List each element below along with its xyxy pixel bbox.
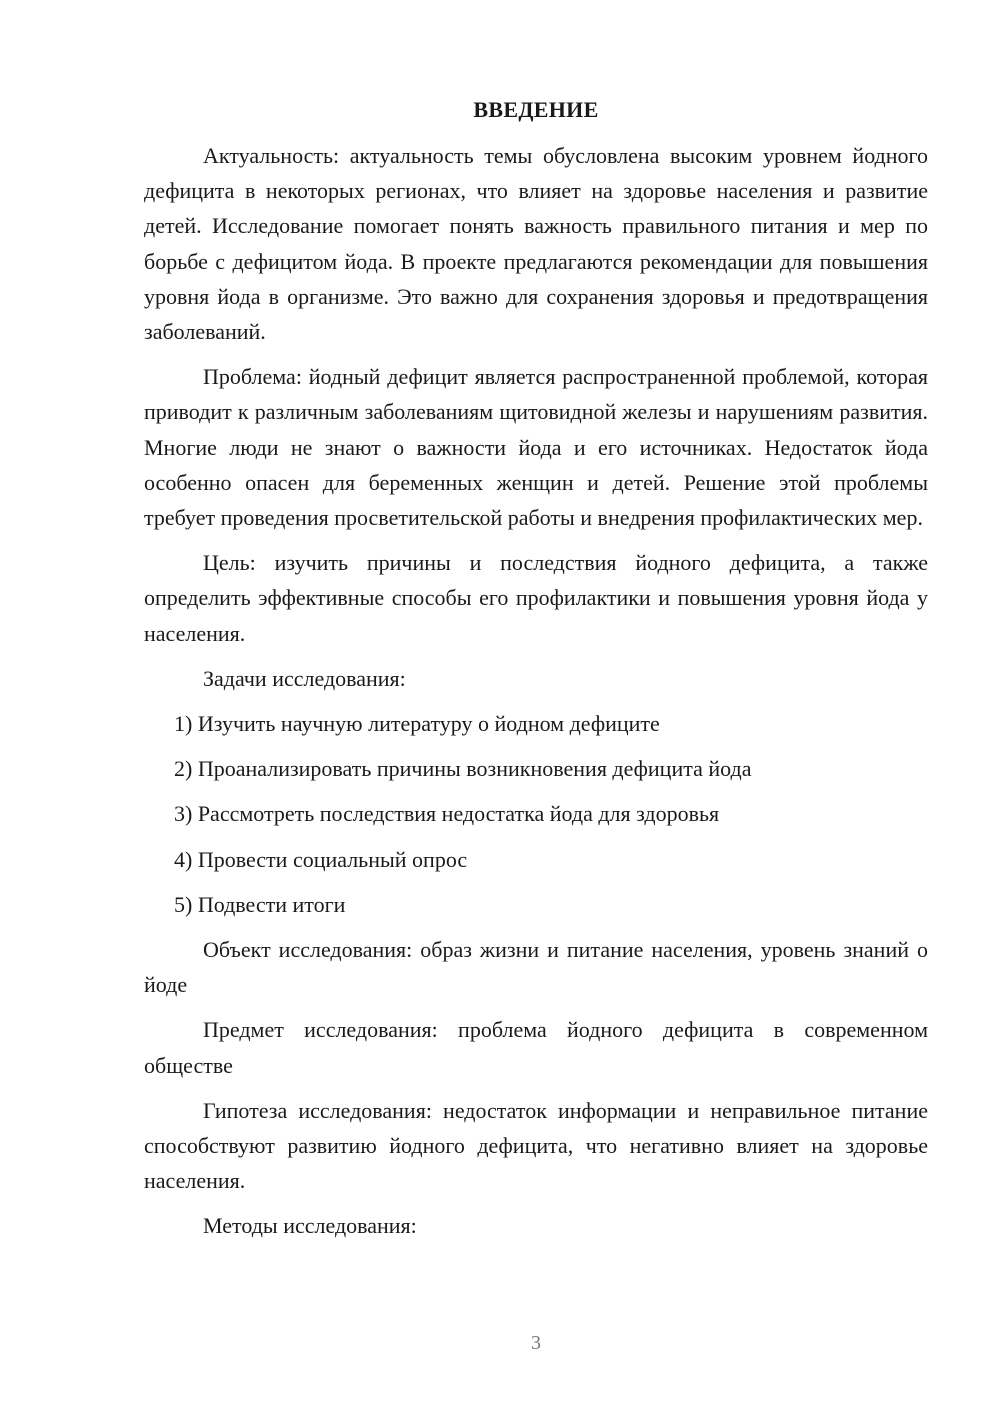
goal-paragraph: Цель: изучить причины и последствия йодного дефицита, а также определить эффективные способы его профилактики и повышения уровня йода у населения. (144, 550, 928, 646)
hypothesis-paragraph: Гипотеза исследования: недостаток информации и неправильное питание способствуют развитию йодного дефицита, что негативно влияет на здоровье населения. (144, 1097, 928, 1194)
methods-title: Методы исследования: (203, 1213, 417, 1239)
relevance-paragraph: Актуальность: актуальность темы обусловлена высоким уровнем йодного дефицита в некоторых регионах, что влияет на здоровье населения и развитие детей. Исследование помогает понять важность правильного питания и мер по борьбе с дефицитом йода. В проекте предлагаются рекомендации для повышения уровня йода в организме. Это важно для сохранения здоровья и предотвращения заболеваний. (144, 143, 928, 345)
tasks-title: Задачи исследования: (203, 665, 406, 691)
list-item: 3) Рассмотреть последствия недостатка йода для здоровья (174, 801, 720, 827)
page-title: ВВЕДЕНИЕ (473, 97, 599, 122)
problem-paragraph: Проблема: йодный дефицит является распространенной проблемой, которая приводит к различным заболеваниям щитовидной железы и нарушениям развития. Многие люди не знают о важности йода и его источниках. Недостаток йода особенно опасен для беременных женщин и детей. Решение этой проблемы требует проведения просветительской работы и внедрения профилактических мер. (144, 364, 928, 531)
document-page (144, 94, 928, 1254)
list-item: 1) Изучить научную литературу о йодном дефиците (174, 711, 660, 737)
list-item: 4) Провести социальный опрос (174, 846, 468, 872)
list-item: 5) Подвести итоги (174, 891, 346, 917)
list-item: 2) Проанализировать причины возникновения дефицита йода (174, 756, 752, 782)
tasks-list (144, 706, 928, 922)
subject-paragraph: Предмет исследования: проблема йодного дефицита в современном обществе (144, 1017, 928, 1078)
object-paragraph: Объект исследования: образ жизни и питание населения, уровень знаний о йоде (144, 937, 928, 998)
page-number: 3 (531, 1332, 541, 1354)
